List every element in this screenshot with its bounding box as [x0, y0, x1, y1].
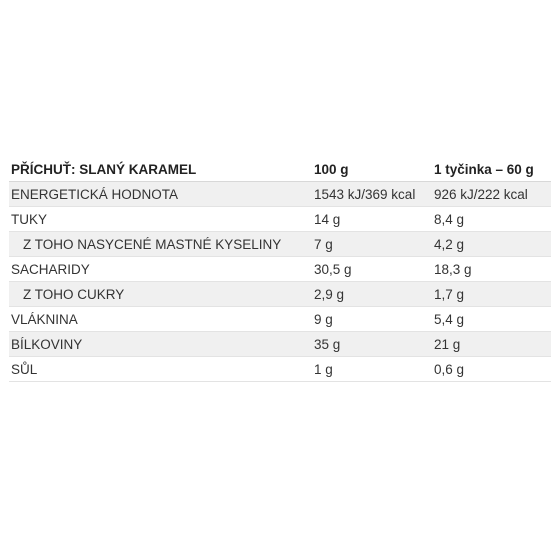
value-per-100g: 1543 kJ/369 kcal	[312, 182, 432, 207]
nutrition-table	[9, 157, 551, 382]
table-row	[9, 257, 551, 282]
value-per-100g: 2,9 g	[312, 282, 432, 307]
value-per-100g: 30,5 g	[312, 257, 432, 282]
nutrient-name: Z TOHO CUKRY	[9, 282, 312, 307]
nutrient-name: SŮL	[9, 357, 312, 382]
value-per-100g: 35 g	[312, 332, 432, 357]
table-row	[9, 307, 551, 332]
table-row	[9, 207, 551, 232]
table-row	[9, 232, 551, 257]
value-per-bar: 21 g	[432, 332, 551, 357]
nutrient-name: SACHARIDY	[9, 257, 312, 282]
table-row	[9, 357, 551, 382]
value-per-100g: 7 g	[312, 232, 432, 257]
table-row	[9, 282, 551, 307]
value-per-bar: 18,3 g	[432, 257, 551, 282]
value-per-100g: 1 g	[312, 357, 432, 382]
value-per-100g: 9 g	[312, 307, 432, 332]
value-per-bar: 5,4 g	[432, 307, 551, 332]
table-header-row	[9, 157, 551, 182]
nutrient-name: Z TOHO NASYCENÉ MASTNÉ KYSELINY	[9, 232, 312, 257]
table-row	[9, 182, 551, 207]
nutrient-name: VLÁKNINA	[9, 307, 312, 332]
header-per-bar: 1 tyčinka – 60 g	[432, 157, 551, 182]
value-per-bar: 926 kJ/222 kcal	[432, 182, 551, 207]
nutrient-name: TUKY	[9, 207, 312, 232]
nutrient-name: BÍLKOVINY	[9, 332, 312, 357]
nutrient-name: ENERGETICKÁ HODNOTA	[9, 182, 312, 207]
header-flavor: PŘÍCHUŤ: SLANÝ KARAMEL	[9, 157, 312, 182]
value-per-100g: 14 g	[312, 207, 432, 232]
value-per-bar: 8,4 g	[432, 207, 551, 232]
table-row	[9, 332, 551, 357]
header-per-100g: 100 g	[312, 157, 432, 182]
value-per-bar: 0,6 g	[432, 357, 551, 382]
value-per-bar: 1,7 g	[432, 282, 551, 307]
value-per-bar: 4,2 g	[432, 232, 551, 257]
